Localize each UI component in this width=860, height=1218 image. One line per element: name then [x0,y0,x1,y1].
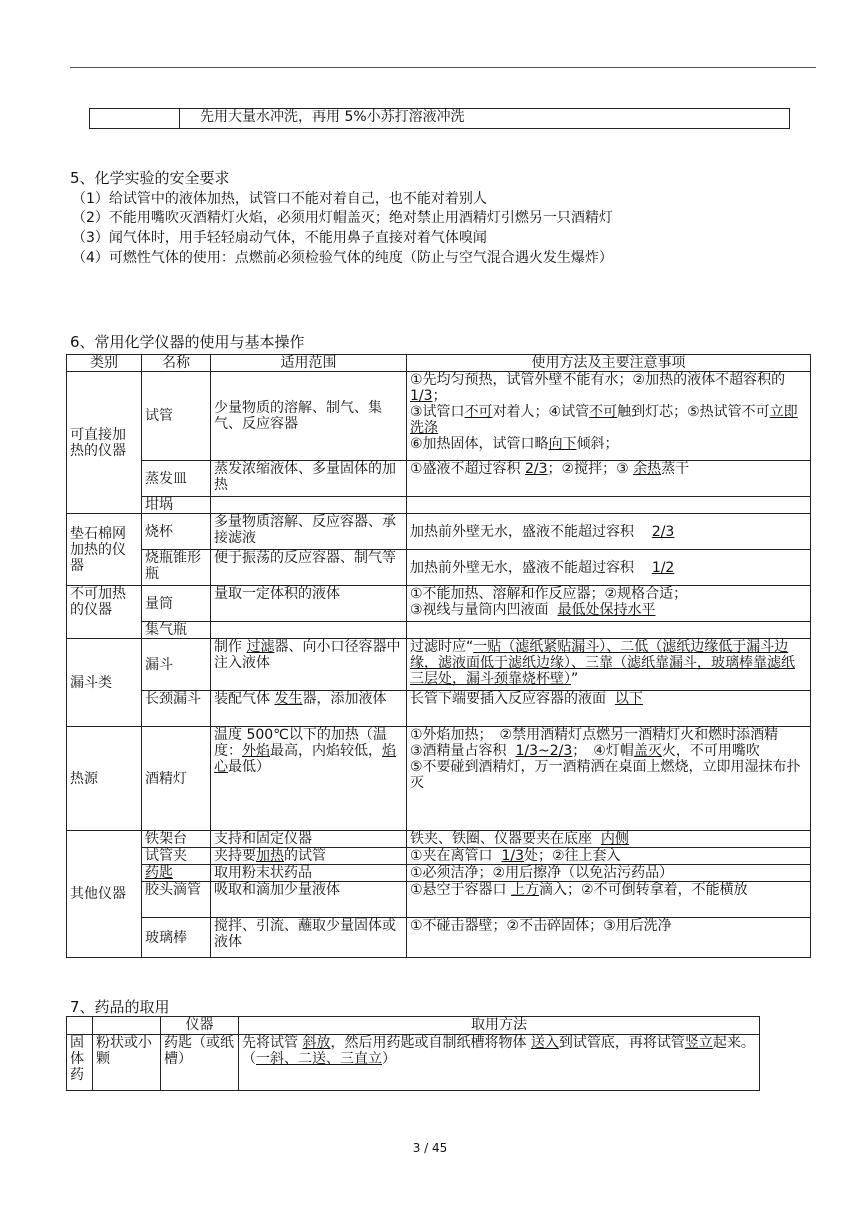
scope-gas-jar [211,622,407,639]
instrument-flask: 烧瓶锥形瓶 [142,550,211,586]
notes-funnel: 过滤时应“一贴（滤纸紧贴漏斗）、二低（滤纸边缘低于漏斗边缘，滤液面低于滤纸边缘）、三靠（滤纸靠漏斗，玻璃棒靠滤纸三层处，漏斗颈靠烧杯壁）” [407,639,811,691]
header-notes: 使用方法及主要注意事项 [407,355,811,372]
section5-title: 5、化学实验的安全要求 [70,169,230,187]
scope-crucible [211,497,407,514]
instrument-alcohol-lamp: 酒精灯 [142,727,211,831]
instrument-funnel: 漏斗 [142,639,211,691]
notes-crucible [407,497,811,514]
scope-dropper: 吸取和滴加少量液体 [211,882,407,918]
header-rule [70,67,816,68]
section5-item-4: （4）可燃性气体的使用：点燃前必须检验气体的纯度（防止与空气混合遇火发生爆炸） [72,250,613,266]
category-funnel: 漏斗类 [67,639,142,727]
page-number: 3 / 45 [412,1141,448,1155]
scope-test-tube-clamp: 夹持要加热的试管 [211,848,407,865]
scope-evaporating-dish: 蒸发浓缩液体、多量固体的加热 [211,461,407,497]
section6-title: 6、常用化学仪器的使用与基本操作 [70,333,305,351]
instrument-glass-rod: 玻璃棒 [142,918,211,958]
instrument-beaker: 烧杯 [142,514,211,550]
category-asbestos-heat: 垫石棉网加热的仪器 [67,514,142,586]
scope-beaker: 多量物质溶解、反应容器、承接滤液 [211,514,407,550]
category-direct-heat: 可直接加热的仪器 [67,372,142,514]
notes-long-neck-funnel: 长管下端要插入反应容器的液面 以下 [407,691,811,727]
reagent-subcategory: 粉状或小颗 [93,1035,161,1091]
reagent-method: 先将试管 斜放，然后用药匙或自制纸槽将物体 送入到试管底，再将试管竖立起来。（一斜、二送、三直立） [239,1035,760,1091]
instrument-long-neck-funnel: 长颈漏斗 [142,691,211,727]
top-table [89,108,790,129]
notes-flask: 加热前外壁无水，盛液不能超过容积 1/2 [407,550,811,586]
instrument-dropper: 胶头滴管 [142,882,211,918]
notes-spoon: ①必须洁净；②用后擦净（以免沾污药品） [407,865,811,882]
scope-funnel: 制作 过滤器、向小口径容器中注入液体 [211,639,407,691]
scope-alcohol-lamp: 温度 500℃以下的加热（温度：外焰最高，内焰较低，焰心最低） [211,727,407,831]
scope-long-neck-funnel: 装配气体 发生器，添加液体 [211,691,407,727]
instrument-table [66,354,811,958]
notes-glass-rod: ①不碰击器壁；②不击碎固体；③用后洗净 [407,918,811,958]
reagent-header-empty-1 [67,1017,93,1035]
instrument-gas-jar: 集气瓶 [142,622,211,639]
notes-iron-stand: 铁夹、铁圈、仪器要夹在底座 内侧 [407,831,811,848]
notes-test-tube-clamp: ①夹在离管口 1/3处；②往上套入 [407,848,811,865]
category-no-heat: 不可加热的仪器 [67,586,142,639]
section5-item-3: （3）闻气体时，用手轻轻扇动气体，不能用鼻子直接对着气体嗅闻 [72,230,487,246]
top-table-content: 先用大量水冲洗，再用 5%小苏打溶液冲洗 [180,109,790,129]
instrument-evaporating-dish: 蒸发皿 [142,461,211,497]
notes-dropper: ①悬空于容器口 上方滴入；②不可倒转拿着，不能横放 [407,882,811,918]
instrument-test-tube-clamp: 试管夹 [142,848,211,865]
scope-flask: 便于振荡的反应容器、制气等 [211,550,407,586]
category-other: 其他仪器 [67,831,142,958]
top-table-empty-cell [90,109,180,129]
section7-title: 7、药品的取用 [70,998,170,1016]
reagent-header-empty-2 [93,1017,161,1035]
instrument-crucible: 坩埚 [142,497,211,514]
reagent-category: 固体药 [67,1035,93,1091]
section5-item-2: （2）不能用嘴吹灭酒精灯火焰，必须用灯帽盖灭；绝对禁止用酒精灯引燃另一只酒精灯 [72,210,613,226]
notes-measuring-cylinder: ①不能加热、溶解和作反应器；②规格合适； ③视线与量筒内凹液面 最低处保持水平 [407,586,811,622]
notes-alcohol-lamp: ①外焰加热； ②禁用酒精灯点燃另一酒精灯火和燃时添酒精 ③酒精量占容积 1/3~2/3； ④灯帽盖灭火，不可用嘴吹 ⑤不要碰到酒精灯，万一酒精洒在桌面上燃烧，立即用湿抹布扑灭 [407,727,811,831]
section5-item-1: （1）给试管中的液体加热，试管口不能对着自己，也不能对着别人 [72,191,487,207]
scope-spoon: 取用粉末状药品 [211,865,407,882]
notes-evaporating-dish: ①盛液不超过容积 2/3；②搅拌；③ 余热蒸干 [407,461,811,497]
instrument-spoon: 药匙 [142,865,211,882]
scope-test-tube: 少量物质的溶解、制气、集气、反应容器 [211,372,407,461]
notes-test-tube: ①先均匀预热，试管外壁不能有水；②加热的液体不超容积的1/3； ③试管口不可对着人；④试管不可触到灯芯；⑤热试管不可立即洗涤 ⑥加热固体，试管口略向下倾斜； [407,372,811,461]
category-heat-source: 热源 [67,727,142,831]
notes-beaker: 加热前外壁无水，盛液不能超过容积 2/3 [407,514,811,550]
reagent-header-instrument: 仪器 [161,1017,239,1035]
instrument-iron-stand: 铁架台 [142,831,211,848]
reagent-header-method: 取用方法 [239,1017,760,1035]
scope-measuring-cylinder: 量取一定体积的液体 [211,586,407,622]
scope-iron-stand: 支持和固定仪器 [211,831,407,848]
scope-glass-rod: 搅拌、引流、蘸取少量固体或液体 [211,918,407,958]
reagent-table [66,1016,760,1091]
reagent-instrument: 药匙（或纸槽） [161,1035,239,1091]
header-scope: 适用范围 [211,355,407,372]
header-category: 类别 [67,355,142,372]
header-name: 名称 [142,355,211,372]
notes-gas-jar [407,622,811,639]
instrument-test-tube: 试管 [142,372,211,461]
instrument-measuring-cylinder: 量筒 [142,586,211,622]
